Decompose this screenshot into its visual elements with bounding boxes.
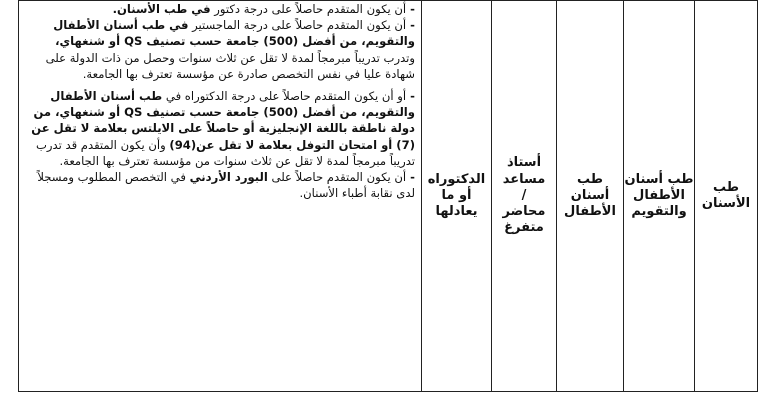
conditions-cell xyxy=(19,1,422,392)
specialty-cell: طب الأسنان xyxy=(695,1,758,392)
academic-rank-cell xyxy=(492,1,557,392)
condition-item: - أن يكون المتقدم حاصلاً على درجة الماجستير في طب أسنان الأطفال والتقويم، من أفضل (500) جامعة حسب تصنيف QS أو شنغهاي، وتدرب تدريباً مبرمجاً لمدة لا تقل عن ثلاث سنوات وحصل من ذات الدولة على شهادة عليا في نفس التخصص صادرة عن مؤسسة تعترف بها الجامعة. xyxy=(45,18,415,81)
requirements-table xyxy=(18,0,758,392)
sub-specialty-cell: طب أسنان الأطفال xyxy=(557,1,624,392)
rank-line: مساعد xyxy=(502,171,546,187)
condition-item: - أو أن يكون المتقدم حاصلاً على درجة الدكتوراه في طب أسنان الأطفال والتقويم، من أفضل (500) جامعة حسب تصنيف QS أو شنغهاي، من دولة ناطقة باللغة الإنجليزية أو حاصلاً على الايلتس بعلامة لا تقل عن (7) أو امتحان التوفل بعلامة لا تقل عن(94) وأن يكون المتقدم قد تدرب تدريباً مبرمجاً لمدة لا تقل عن ثلاث سنوات من مؤسسة تعترف بها الجامعة. xyxy=(31,89,415,168)
rank-line: / xyxy=(521,187,527,203)
condition-item: - أن يكون المتقدم حاصلاً على درجة دكتور في طب الأسنان. xyxy=(112,2,415,16)
degree-line: أو ما xyxy=(441,187,472,203)
specialization-cell: طب أسنان الأطفال والتقويم xyxy=(624,1,695,392)
rank-line: محاضر xyxy=(502,204,546,220)
degree-cell xyxy=(422,1,492,392)
degree-line: يعادلها xyxy=(435,204,478,220)
rank-line: أستاذ xyxy=(506,155,542,171)
condition-item: - أن يكون المتقدم حاصلاً على البورد الأردني في التخصص المطلوب ومسجلاً لدى نقابة أطباء الأسنان. xyxy=(37,170,415,201)
table-row xyxy=(19,1,758,392)
rank-line: متفرغ xyxy=(504,220,544,236)
degree-line: الدكتوراه xyxy=(427,171,486,187)
